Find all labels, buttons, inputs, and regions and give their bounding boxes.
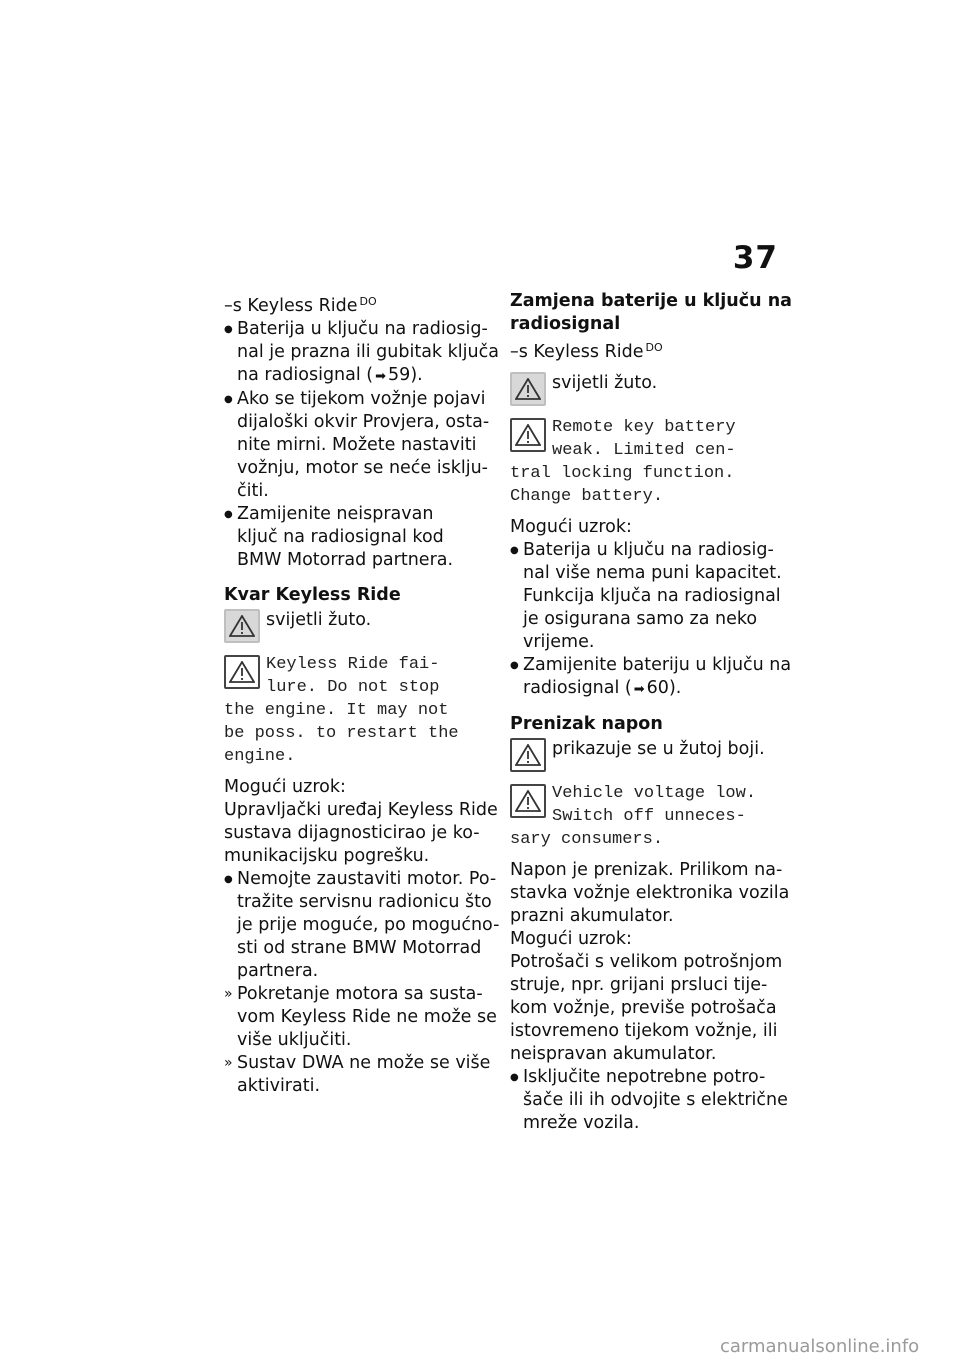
warning-triangle-icon — [510, 372, 546, 406]
cause-label: Mogući uzrok: — [224, 777, 346, 797]
variant-note: –s Keyless Ride $^{DO}$ — [510, 341, 663, 362]
display-message: Vehicle voltage low. Switch off unneces- sary consumers. — [510, 784, 757, 849]
warning-triangle-icon — [224, 655, 260, 689]
warning-triangle-icon — [510, 784, 546, 818]
arrow-reference-icon: ➡ — [375, 369, 387, 384]
list-item: ● Zamijenite neispravan ključ na radiosignal kod BMW Motorrad partnera. — [224, 503, 496, 572]
cause-label: Mogući uzrok: — [510, 517, 632, 537]
result-item: » Pokretanje motora sa susta- vom Keyless Ride ne može se više uključiti. — [224, 983, 496, 1052]
warning-triangle-icon — [224, 609, 260, 643]
cause-label: Mogući uzrok: — [510, 929, 632, 949]
list-item: ● Nemojte zaustaviti motor. Po- tražite servisnu radionicu što je prije moguće, po mogućno- sti od strane BMW Motorrad partnera. — [224, 868, 496, 983]
cause-text: Potrošači s velikom potrošnjom struje, npr. grijani prsluci tije- kom vožnje, previše potrošača istovremeno tijekom vožnje, ili neispravan akumulator. — [510, 952, 783, 1064]
list-item: ● Ako se tijekom vožnje pojavi dijaloški okvir Provjera, osta- nite mirni. Možete nastaviti vožnju, motor se neće isklju- čiti. — [224, 388, 496, 503]
section-heading: Prenizak napon — [510, 714, 663, 734]
result-item: » Sustav DWA ne može se više aktivirati. — [224, 1052, 496, 1098]
arrow-reference-icon: ➡ — [633, 682, 645, 697]
cause-text: Upravljački uređaj Keyless Ride sustava dijagnosticirao je ko- munikacijsku pogrešku. — [224, 800, 498, 866]
display-message: Remote key battery weak. Limited cen- tral locking function. Change battery. — [510, 418, 736, 506]
indicator-row: prikazuje se u žutoj boji. — [510, 738, 782, 772]
page-number: 37 — [732, 240, 778, 276]
warning-triangle-icon — [510, 738, 546, 772]
section-heading: Kvar Keyless Ride — [224, 585, 401, 605]
display-message: Keyless Ride fai- lure. Do not stop the engine. It may not be poss. to restart the engine. — [224, 655, 459, 766]
indicator-row: svijetli žuto. — [510, 372, 782, 406]
warning-triangle-icon — [510, 418, 546, 452]
list-item: ● Isključite nepotrebne potro- šače ili ih odvojite s električne mreže vozila. — [510, 1066, 782, 1135]
list-item: ● Baterija u ključu na radiosig- nal je prazna ili gubitak ključa na radiosignal ( ➡ 59). — [224, 318, 496, 388]
left-column — [224, 290, 500, 1098]
indicator-row: svijetli žuto. — [224, 609, 496, 643]
variant-note: –s Keyless Ride $^{DO}$ — [224, 295, 377, 316]
list-item: ● Zamijenite bateriju u ključu na radiosignal ( ➡ 60). — [510, 654, 782, 701]
list-item: ● Baterija u ključu na radiosig- nal više nema puni kapacitet. Funkcija ključa na radiosignal je osigurana samo za neko vrijeme. — [510, 539, 782, 654]
voltage-text: Napon je prenizak. Prilikom na- stavka vožnje elektronika vozila prazni akumulator. — [510, 860, 790, 926]
section-heading: Zamjena baterije u ključu na radiosignal — [510, 291, 792, 334]
right-column — [510, 290, 792, 1135]
watermark: carmanualsonline.info — [720, 1336, 920, 1357]
